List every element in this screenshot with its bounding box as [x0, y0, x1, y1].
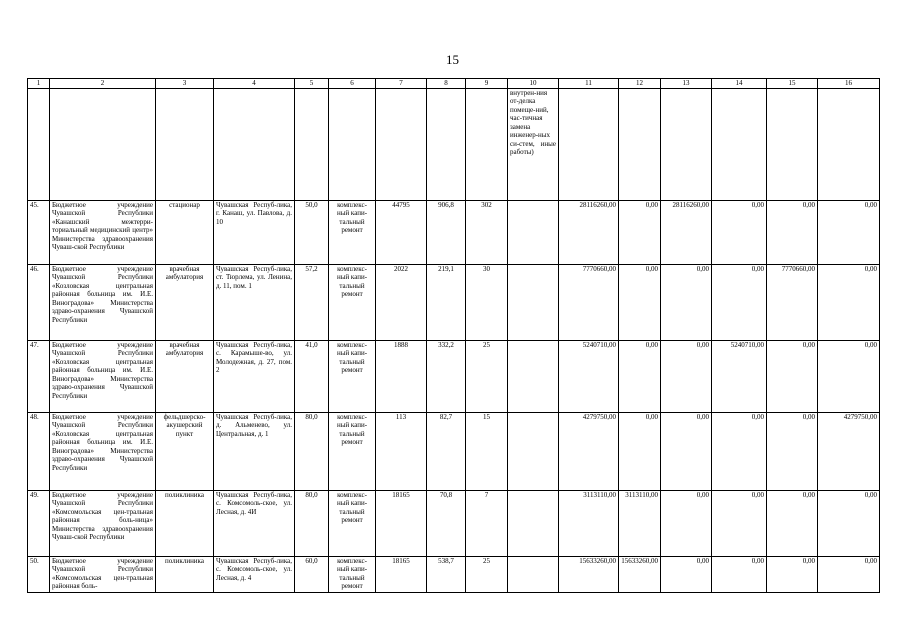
capacity: 25 — [466, 340, 508, 412]
area: 219,1 — [427, 264, 466, 340]
facility-type: врачебная амбулатория — [156, 340, 214, 412]
total-cost: 28116260,00 — [559, 200, 619, 264]
cost-year-2 — [661, 88, 712, 200]
cost-year-5 — [818, 88, 880, 200]
row-number: 49. — [28, 490, 50, 556]
cost-year-2: 0,00 — [661, 490, 712, 556]
cost-year-4 — [767, 88, 818, 200]
work-description — [508, 264, 559, 340]
wear-percent: 41,0 — [295, 340, 329, 412]
area: 82,7 — [427, 412, 466, 490]
cost-year-4: 0,00 — [767, 340, 818, 412]
cost-year-4: 7770660,00 — [767, 264, 818, 340]
table-row — [28, 556, 880, 592]
institution-name — [50, 88, 156, 200]
capacity: 7 — [466, 490, 508, 556]
column-number: 16 — [818, 79, 880, 89]
facility-type: поликлиника — [156, 556, 214, 592]
institution-name: Бюджетное учреждение Чувашской Республики «Козловская центральная районная больница им. И.Е. Виноградова» Министерства здраво-охранения Чувашской Республики — [50, 264, 156, 340]
cost-year-1: 0,00 — [619, 412, 661, 490]
works-table — [27, 78, 880, 593]
capacity: 15 — [466, 412, 508, 490]
wear-percent — [295, 88, 329, 200]
capacity — [466, 88, 508, 200]
institution-name: Бюджетное учреждение Чувашской Республики «Козловская центральная районная больница им. И.Е. Виноградова» Министерства здраво-охранения Чувашской Республики — [50, 412, 156, 490]
total-cost: 15633260,00 — [559, 556, 619, 592]
cost-year-1 — [619, 88, 661, 200]
cost-year-1: 0,00 — [619, 264, 661, 340]
cost-year-3: 0,00 — [712, 264, 767, 340]
facility-type — [156, 88, 214, 200]
table-row — [28, 200, 880, 264]
work-description — [508, 490, 559, 556]
address: Чувашская Респуб-лика, г. Канаш, ул. Павлова, д. 10 — [214, 200, 295, 264]
institution-name: Бюджетное учреждение Чувашской Республики «Комсомольская цен-тральная районная боль- — [50, 556, 156, 592]
area: 906,8 — [427, 200, 466, 264]
work-type: комплекс-ный капи-тальный ремонт — [329, 264, 376, 340]
cost-year-2: 0,00 — [661, 412, 712, 490]
wear-percent: 60,0 — [295, 556, 329, 592]
cost-year-2: 0,00 — [661, 340, 712, 412]
cost-year-3: 0,00 — [712, 490, 767, 556]
row-number: 45. — [28, 200, 50, 264]
cost-year-3 — [712, 88, 767, 200]
row-number: 47. — [28, 340, 50, 412]
table-row — [28, 264, 880, 340]
work-type: комплекс-ный капи-тальный ремонт — [329, 340, 376, 412]
wear-percent: 80,0 — [295, 490, 329, 556]
column-number: 15 — [767, 79, 818, 89]
population: 44795 — [376, 200, 427, 264]
cost-year-5: 0,00 — [818, 340, 880, 412]
column-number: 5 — [295, 79, 329, 89]
population: 1888 — [376, 340, 427, 412]
column-number: 1 — [28, 79, 50, 89]
row-number — [28, 88, 50, 200]
column-number: 7 — [376, 79, 427, 89]
row-number: 48. — [28, 412, 50, 490]
cost-year-2: 0,00 — [661, 264, 712, 340]
wear-percent: 57,2 — [295, 264, 329, 340]
population: 18165 — [376, 490, 427, 556]
address: Чувашская Респуб-лика, с. Комсомоль-ское, ул. Лесная, д. 4И — [214, 490, 295, 556]
table-row — [28, 340, 880, 412]
column-number: 8 — [427, 79, 466, 89]
column-number: 4 — [214, 79, 295, 89]
total-cost: 7770660,00 — [559, 264, 619, 340]
cost-year-5: 0,00 — [818, 490, 880, 556]
column-number: 11 — [559, 79, 619, 89]
cost-year-1: 0,00 — [619, 200, 661, 264]
total-cost: 4279750,00 — [559, 412, 619, 490]
address: Чувашская Респуб-лика, с. Комсомоль-ское, ул. Лесная, д. 4 — [214, 556, 295, 592]
work-type: комплекс-ный капи-тальный ремонт — [329, 200, 376, 264]
column-number-row — [28, 79, 880, 89]
facility-type: стационар — [156, 200, 214, 264]
cost-year-5: 0,00 — [818, 200, 880, 264]
institution-name: Бюджетное учреждение Чувашской Республики «Козловская центральная районная больница им. И.Е. Виноградова» Министерства здраво-охранения Чувашской Республики — [50, 340, 156, 412]
capacity: 302 — [466, 200, 508, 264]
address: Чувашская Респуб-лика, с. Карамышe-во, ул. Молодежная, д. 27, пом. 2 — [214, 340, 295, 412]
cost-year-3: 0,00 — [712, 200, 767, 264]
facility-type: врачебная амбулатория — [156, 264, 214, 340]
capacity: 30 — [466, 264, 508, 340]
work-type: комплекс-ный капи-тальный ремонт — [329, 556, 376, 592]
cost-year-2: 0,00 — [661, 556, 712, 592]
address: Чувашская Респуб-лика, ст. Тюрлема, ул. Ленина, д. 11, пом. 1 — [214, 264, 295, 340]
cost-year-1: 15633260,00 — [619, 556, 661, 592]
cost-year-4: 0,00 — [767, 200, 818, 264]
work-description: внутрен-ния от-делка помеще-ний, час-тичная замена инженер-ных си-стем, иные работы) — [508, 88, 559, 200]
cost-year-4: 0,00 — [767, 556, 818, 592]
population: 113 — [376, 412, 427, 490]
total-cost: 3113110,00 — [559, 490, 619, 556]
work-type: комплекс-ный капи-тальный ремонт — [329, 412, 376, 490]
column-number: 3 — [156, 79, 214, 89]
area: 538,7 — [427, 556, 466, 592]
population: 2022 — [376, 264, 427, 340]
column-number: 10 — [508, 79, 559, 89]
total-cost — [559, 88, 619, 200]
column-number: 9 — [466, 79, 508, 89]
total-cost: 5240710,00 — [559, 340, 619, 412]
population: 18165 — [376, 556, 427, 592]
area: 70,8 — [427, 490, 466, 556]
cost-year-2: 28116260,00 — [661, 200, 712, 264]
cost-year-3: 0,00 — [712, 556, 767, 592]
population — [376, 88, 427, 200]
work-description — [508, 412, 559, 490]
column-number: 12 — [619, 79, 661, 89]
area: 332,2 — [427, 340, 466, 412]
address — [214, 88, 295, 200]
facility-type: поликлиника — [156, 490, 214, 556]
column-number: 14 — [712, 79, 767, 89]
capacity: 25 — [466, 556, 508, 592]
institution-name: Бюджетное учреждение Чувашской Республики «Комсомольская цен-тральная районная боль-ница» Министерства здравоохранения Чуваш-ской Республики — [50, 490, 156, 556]
table-row — [28, 88, 880, 200]
work-type: комплекс-ный капи-тальный ремонт — [329, 490, 376, 556]
cost-year-3: 0,00 — [712, 412, 767, 490]
institution-name: Бюджетное учреждение Чувашской Республики «Канашский межтерри-ториальный медицинский центр» Министерства здравоохранения Чуваш-ской Республики — [50, 200, 156, 264]
cost-year-4: 0,00 — [767, 412, 818, 490]
area — [427, 88, 466, 200]
page-number: 15 — [446, 52, 459, 67]
cost-year-3: 5240710,00 — [712, 340, 767, 412]
table-row — [28, 412, 880, 490]
work-type — [329, 88, 376, 200]
column-number: 13 — [661, 79, 712, 89]
column-number: 6 — [329, 79, 376, 89]
row-number: 50. — [28, 556, 50, 592]
cost-year-4: 0,00 — [767, 490, 818, 556]
work-description — [508, 556, 559, 592]
table-row — [28, 490, 880, 556]
cost-year-1: 0,00 — [619, 340, 661, 412]
wear-percent: 80,0 — [295, 412, 329, 490]
wear-percent: 50,0 — [295, 200, 329, 264]
work-description — [508, 340, 559, 412]
cost-year-5: 0,00 — [818, 556, 880, 592]
address: Чувашская Респуб-лика, д. Альменево, ул. Центральная, д. 1 — [214, 412, 295, 490]
work-description — [508, 200, 559, 264]
cost-year-1: 3113110,00 — [619, 490, 661, 556]
facility-type: фельдшерско-акушерский пункт — [156, 412, 214, 490]
cost-year-5: 4279750,00 — [818, 412, 880, 490]
cost-year-5: 0,00 — [818, 264, 880, 340]
column-number: 2 — [50, 79, 156, 89]
row-number: 46. — [28, 264, 50, 340]
